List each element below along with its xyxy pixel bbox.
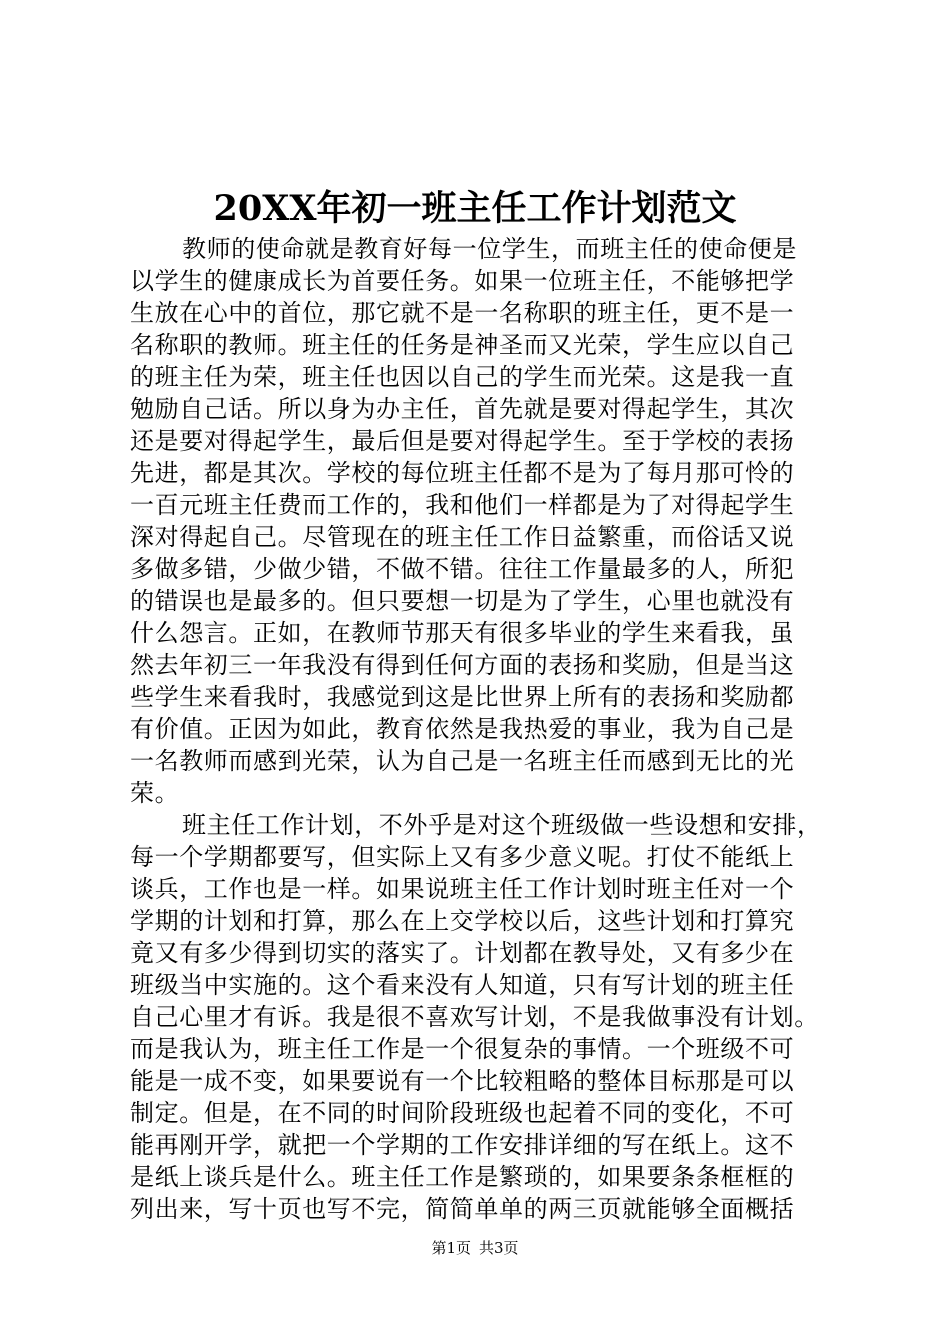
paragraph-line: 能再刚开学，就把一个学期的工作安排详细的写在纸上。这不 (130, 1131, 795, 1159)
paragraph-line: 有价值。正因为如此，教育依然是我热爱的事业，我为自己是 (130, 715, 795, 743)
paragraph-line: 竟又有多少得到切实的落实了。计划都在教导处，又有多少在 (130, 939, 795, 967)
paragraph-line: 以学生的健康成长为首要任务。如果一位班主任，不能够把学 (130, 267, 795, 295)
paragraph-line: 而是我认为，班主任工作是一个很复杂的事情。一个班级不可 (130, 1035, 795, 1063)
document-title: 20XX年初一班主任工作计划范文 (213, 188, 737, 229)
paragraph-line: 深对得起自己。尽管现在的班主任工作日益繁重，而俗话又说 (130, 523, 795, 551)
paragraph-line: 教师的使命就是教育好每一位学生，而班主任的使命便是 (182, 235, 797, 263)
paragraph-line: 些学生来看我时，我感觉到这是比世界上所有的表扬和奖励都 (130, 683, 795, 711)
paragraph-line: 制定。但是，在不同的时间阶段班级也起着不同的变化，不可 (130, 1099, 795, 1127)
paragraph-line: 还是要对得起学生，最后但是要对得起学生。至于学校的表扬 (130, 427, 795, 455)
paragraph-line: 自己心里才有诉。我是很不喜欢写计划，不是我做事没有计划。 (130, 1003, 819, 1031)
paragraph-line: 能是一成不变，如果要说有一个比较粗略的整体目标那是可以 (130, 1067, 795, 1095)
paragraph-line: 一名教师而感到光荣，认为自己是一名班主任而感到无比的光 (130, 747, 795, 775)
paragraph-line: 多做多错，少做少错，不做不错。往往工作量最多的人，所犯 (130, 555, 795, 583)
page-footer (0, 1238, 950, 1258)
page-number: 第1页 (431, 1239, 471, 1257)
paragraph-line: 然去年初三一年我没有得到任何方面的表扬和奖励，但是当这 (130, 651, 795, 679)
paragraph-line: 勉励自己话。所以身为办主任，首先就是要对得起学生，其次 (130, 395, 795, 423)
page-total: 共3页 (479, 1239, 519, 1257)
paragraph-line: 的班主任为荣，班主任也因以自己的学生而光荣。这是我一直 (130, 363, 795, 391)
paragraph-line: 的错误也是最多的。但只要想一切是为了学生，心里也就没有 (130, 587, 795, 615)
paragraph-line: 列出来，写十页也写不完，简简单单的两三页就能够全面概括 (130, 1195, 795, 1223)
paragraph-line: 什么怨言。正如，在教师节那天有很多毕业的学生来看我，虽 (130, 619, 795, 647)
paragraph-line: 班主任工作计划，不外乎是对这个班级做一些设想和安排， (182, 811, 822, 839)
paragraph-line: 先进，都是其次。学校的每位班主任都不是为了每月那可怜的 (130, 459, 795, 487)
paragraph-line: 名称职的教师。班主任的任务是神圣而又光荣，学生应以自己 (130, 331, 795, 359)
document-body (130, 233, 830, 1225)
paragraph-line: 荣。 (130, 779, 180, 807)
paragraph-line: 是纸上谈兵是什么。班主任工作是繁琐的，如果要条条框框的 (130, 1163, 795, 1191)
paragraph-line: 谈兵，工作也是一样。如果说班主任工作计划时班主任对一个 (130, 875, 795, 903)
paragraph-line: 每一个学期都要写，但实际上又有多少意义呢。打仗不能纸上 (130, 843, 795, 871)
paragraph-line: 一百元班主任费而工作的，我和他们一样都是为了对得起学生 (130, 491, 795, 519)
paragraph-line: 学期的计划和打算，那么在上交学校以后，这些计划和打算究 (130, 907, 795, 935)
paragraph-line: 班级当中实施的。这个看来没有人知道，只有写计划的班主任 (130, 971, 795, 999)
paragraph-line: 生放在心中的首位，那它就不是一名称职的班主任，更不是一 (130, 299, 795, 327)
